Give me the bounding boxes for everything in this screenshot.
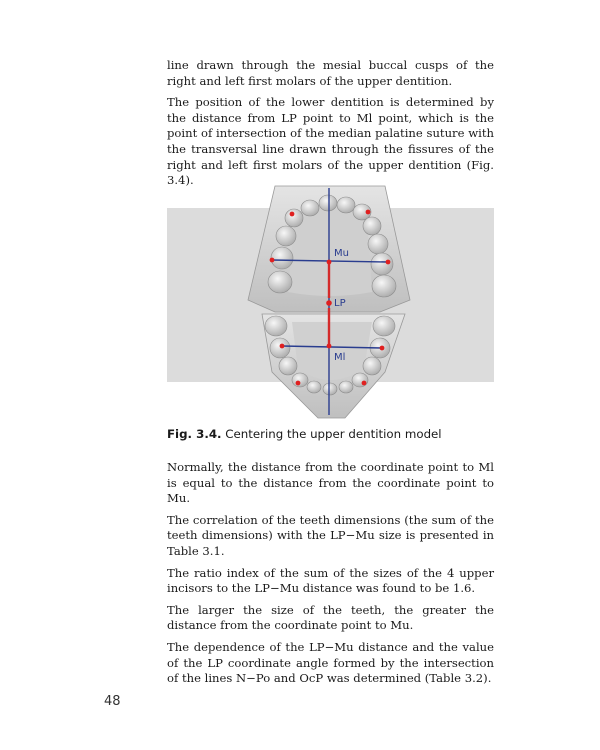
paragraph: The position of the lower dentition is determined by the distance from LP point to Ml point, which is the point of intersection of the median palatine suture with the transversal line drawn through the fissures of the right and left first molars of the upper dentition (Fig. 3.4). bbox=[167, 95, 494, 188]
paragraph: line drawn through the mesial buccal cusps of the right and left first molars of the upper dentition. bbox=[167, 58, 494, 88]
paragraph: The larger the size of the teeth, the greater the distance from the coordinate point to Mu. bbox=[167, 602, 494, 633]
paragraph: The ratio index of the sum of the sizes of the 4 upper incisors to the LP−Mu distance was found to be 1.6. bbox=[167, 565, 494, 596]
page-number: 48 bbox=[104, 694, 121, 709]
paragraph: The dependence of the LP−Mu distance and the value of the LP coordinate angle formed by the intersection of the lines N−Po and OcP was determined (Table 3.2). bbox=[167, 639, 494, 686]
caption-text: Centering the upper dentition model bbox=[225, 427, 442, 441]
caption-label: Fig. 3.4. bbox=[167, 427, 222, 441]
ml-label: Ml bbox=[334, 352, 346, 363]
mu-label: Mu bbox=[334, 248, 349, 259]
figure-caption bbox=[167, 427, 494, 441]
paragraph: The correlation of the teeth dimensions (the sum of the teeth dimensions) with the LP−Mu size is presented in Table 3.1. bbox=[167, 512, 494, 558]
lp-label: LP bbox=[334, 298, 346, 309]
bottom-text-block bbox=[167, 460, 494, 693]
paragraph: Normally, the distance from the coordinate point to Ml is equal to the distance from the coordinate point to Mu. bbox=[167, 460, 494, 506]
